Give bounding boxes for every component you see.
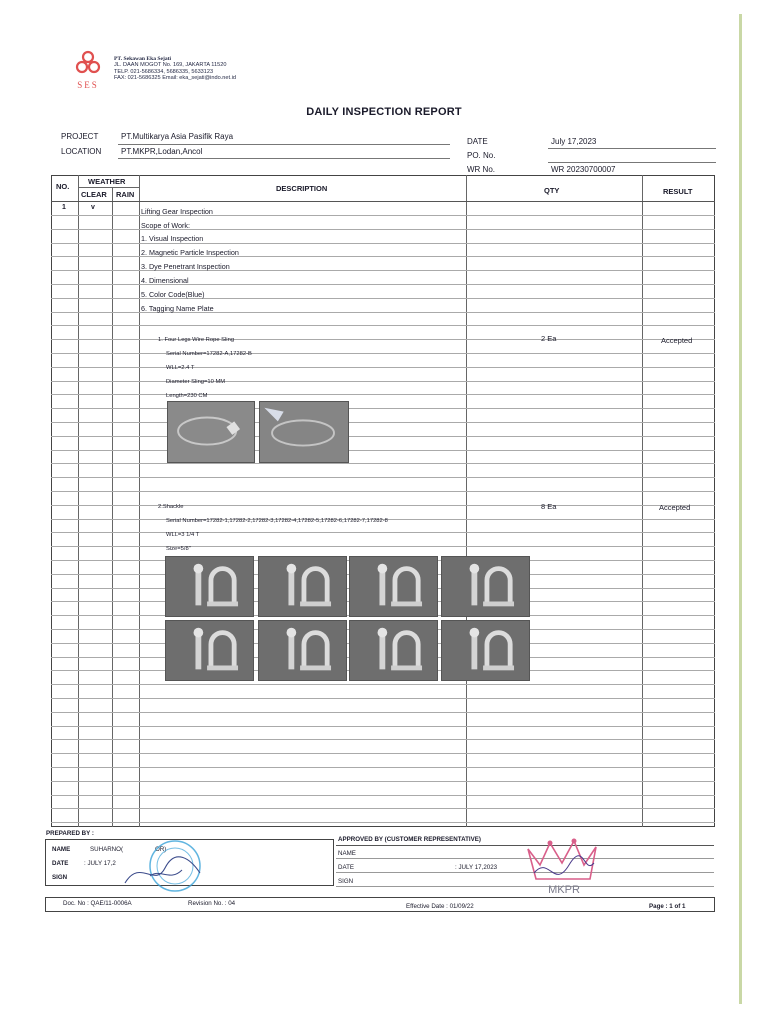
table-rule-line xyxy=(51,546,715,547)
item1-diameter: Diameter Sling=10 MM xyxy=(166,379,226,385)
wr-value: WR 20230700007 xyxy=(551,165,616,174)
table-rule-line xyxy=(51,381,715,382)
approved-date-label: DATE xyxy=(338,864,355,871)
table-rule-line xyxy=(51,325,715,326)
report-title: DAILY INSPECTION REPORT xyxy=(306,106,462,118)
table-row: 1. Visual Inspection xyxy=(141,234,204,243)
table-row: 4. Dimensional xyxy=(141,276,189,285)
approved-date-value: : JULY 17,2023 xyxy=(455,864,498,871)
revision-number: Revision No. : 04 xyxy=(188,900,236,907)
table-rule-line xyxy=(51,698,715,699)
doc-number: Doc. No : QAE/11-0006A xyxy=(63,900,132,907)
item1-wll: WLL=2.4 T xyxy=(166,365,195,371)
shackle-photo xyxy=(349,620,438,681)
prepared-by-label: PREPARED BY : xyxy=(46,830,94,837)
prepared-sign-label: SIGN xyxy=(52,874,68,881)
table-rule-line xyxy=(51,463,715,464)
company-address: JL. DAAN MOGOT No. 169, JAKARTA 11520 xyxy=(114,62,227,69)
prepared-signature-seal xyxy=(120,838,210,893)
shackle-photo xyxy=(441,556,530,617)
item1-result: Accepted xyxy=(661,336,693,345)
po-label: PO. No. xyxy=(467,151,496,160)
table-rule-line xyxy=(51,739,715,740)
logo-text: SES xyxy=(77,80,99,90)
table-rule-line xyxy=(51,712,715,713)
item2-result: Accepted xyxy=(659,503,691,512)
table-rule-line xyxy=(51,367,715,368)
table-rule-line xyxy=(51,422,715,423)
row-number: 1 xyxy=(62,204,66,211)
prepared-name-end: OR) xyxy=(155,846,167,853)
prepared-date-value: : JULY 17,2 xyxy=(84,860,116,867)
col-clear-header: CLEAR xyxy=(81,190,107,199)
inspection-table xyxy=(51,175,715,827)
effective-date: Effective Date : 01/09/22 xyxy=(406,903,474,910)
location-label: LOCATION xyxy=(61,147,102,156)
company-phone: TELP. 021-5686334, 5686335, 5633123 xyxy=(114,68,214,75)
item2-title: 2.Shackle xyxy=(158,504,184,510)
row-clear-mark: v xyxy=(91,204,95,211)
wr-label: WR No. xyxy=(467,165,495,174)
prepared-date-label: DATE xyxy=(52,860,69,867)
approved-sign-label: SIGN xyxy=(338,878,354,885)
shackle-photo xyxy=(441,620,530,681)
item1-qty: 2 Ea xyxy=(541,334,557,343)
sling-photo xyxy=(167,401,255,463)
table-rule-line xyxy=(51,436,715,437)
shackle-photo xyxy=(258,620,347,681)
item2-wll: WLL=3 1/4 T xyxy=(166,532,200,538)
company-name: PT. Sekawan Eka Sejati xyxy=(114,56,172,62)
location-value: PT.MKPR,Lodan,Ancol xyxy=(121,147,203,156)
company-fax: FAX: 021-5686325 Email: eka_sejati@indo.net.id xyxy=(114,75,236,82)
page-edge-strip xyxy=(739,14,742,1004)
item1-serial: Serial Number=17282-A,17282-B xyxy=(166,351,252,357)
table-rule-line xyxy=(51,408,715,409)
page-number: Page : 1 of 1 xyxy=(649,903,686,910)
col-qty-header: QTY xyxy=(544,186,560,195)
col-result-header: RESULT xyxy=(663,187,693,196)
table-rule-line xyxy=(51,726,715,727)
table-row: 5. Color Code(Blue) xyxy=(141,290,205,299)
shackle-photo xyxy=(165,620,254,681)
item2-size: Size=5/8" xyxy=(166,546,191,552)
prepared-name-label: NAME xyxy=(52,846,71,853)
col-description-header: DESCRIPTION xyxy=(276,184,328,193)
table-rule-line xyxy=(51,505,715,506)
prepared-name-value: SUHARNO( xyxy=(90,846,124,853)
table-rule-line xyxy=(51,808,715,809)
table-row: 3. Dye Penetrant Inspection xyxy=(141,262,230,271)
table-rule-line xyxy=(51,339,715,340)
table-rule-line xyxy=(51,353,715,354)
col-weather-header: WEATHER xyxy=(88,177,126,186)
table-row: 2. Magnetic Particle Inspection xyxy=(141,248,239,257)
table-rule-line xyxy=(51,781,715,782)
table-rule-line xyxy=(51,243,715,244)
table-rule-line xyxy=(51,767,715,768)
table-row: 6. Tagging Name Plate xyxy=(141,304,214,313)
sling-photo xyxy=(259,401,349,463)
project-value: PT.Multikarya Asia Pasifik Raya xyxy=(121,132,234,141)
shackle-photo xyxy=(349,556,438,617)
table-rule-line xyxy=(51,450,715,451)
date-label: DATE xyxy=(467,137,488,146)
project-label: PROJECT xyxy=(61,132,99,141)
table-rule-line xyxy=(51,822,715,823)
table-row: Lifting Gear Inspection xyxy=(141,207,213,216)
stamp-text: MKPR xyxy=(548,884,580,896)
table-rule-line xyxy=(51,532,715,533)
mkpr-stamp xyxy=(524,835,600,897)
table-rule-line xyxy=(51,795,715,796)
date-value: July 17,2023 xyxy=(551,137,597,146)
company-info xyxy=(114,56,236,82)
approved-name-label: NAME xyxy=(338,850,356,857)
shackle-photo xyxy=(165,556,254,617)
table-row: Scope of Work: xyxy=(141,221,191,230)
table-rule-line xyxy=(51,491,715,492)
approved-by-label: APPROVED BY (CUSTOMER REPRESENTATIVE) xyxy=(338,836,481,843)
document-footer-bar xyxy=(45,897,715,912)
item1-title: 1. Four Legs Wire Rope Sling xyxy=(158,337,235,343)
col-no-header: NO. xyxy=(56,182,70,191)
item2-serial: Serial Number=17282-1,17282-2,17282-3,17282-4,17282-5,17282-6,17282-7,17282-8 xyxy=(166,518,388,524)
item2-qty: 8 Ea xyxy=(541,502,557,511)
shackle-photo xyxy=(258,556,347,617)
table-rule-line xyxy=(51,394,715,395)
table-rule-line xyxy=(51,684,715,685)
item1-length: Length=230 CM xyxy=(166,393,208,399)
company-logo xyxy=(70,50,106,90)
col-rain-header: RAIN xyxy=(116,190,135,199)
table-rule-line xyxy=(51,753,715,754)
table-rule-line xyxy=(51,477,715,478)
